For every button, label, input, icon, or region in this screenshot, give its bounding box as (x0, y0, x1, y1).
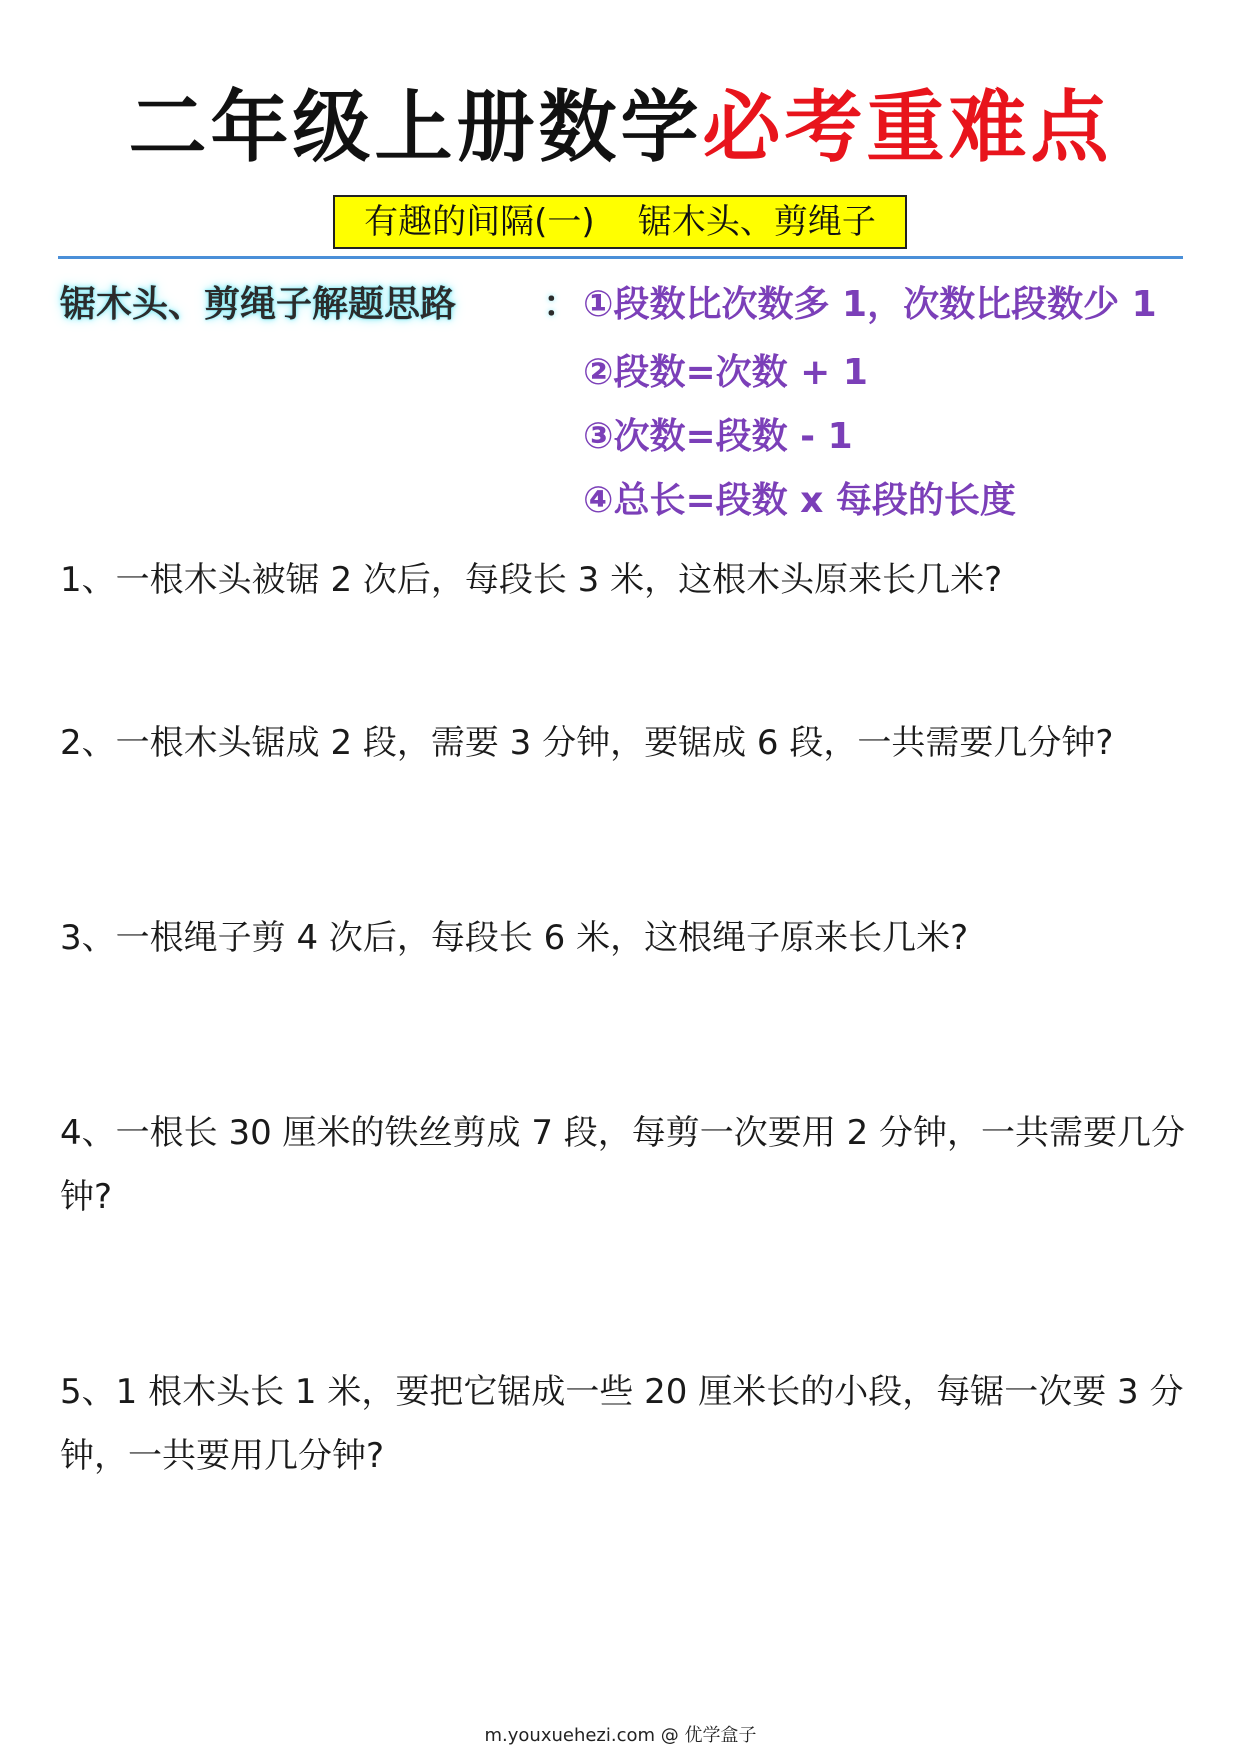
page-title (0, 78, 1241, 178)
title-black-part: 二年级上册数学 (128, 83, 703, 173)
method-rule-1: ①段数比次数多 1，次数比段数少 1 (583, 284, 1157, 325)
method-rule-4: ④总长=段数 x 每段的长度 (583, 480, 1016, 521)
method-rule-3: ③次数=段数 - 1 (583, 416, 853, 457)
method-label: 锯木头、剪绳子解题思路 (60, 284, 457, 325)
method-rule-2: ②段数=次数 + 1 (583, 352, 868, 393)
section-subtitle: 有趣的间隔(一) 锯木头、剪绳子 (333, 195, 907, 249)
question-4: 4、一根长 30 厘米的铁丝剪成 7 段，每剪一次要用 2 分钟，一共需要几分钟? (60, 1113, 1186, 1217)
method-colon: ： (543, 284, 580, 325)
title-red-part: 必考重难点 (702, 83, 1113, 173)
question-1: 1、一根木头被锯 2 次后，每段长 3 米，这根木头原来长几米? (60, 560, 1003, 600)
footer-source: m.youxuehezi.com @ 优学盒子 (484, 1725, 757, 1746)
question-5: 5、1 根木头长 1 米，要把它锯成一些 20 厘米长的小段，每锯一次要 3 分钟，一共要用几分钟? (60, 1372, 1184, 1476)
question-3: 3、一根绳子剪 4 次后，每段长 6 米，这根绳子原来长几米? (60, 918, 969, 958)
question-2: 2、一根木头锯成 2 段，需要 3 分钟，要锯成 6 段，一共需要几分钟? (60, 723, 1114, 763)
divider-line (58, 256, 1183, 259)
